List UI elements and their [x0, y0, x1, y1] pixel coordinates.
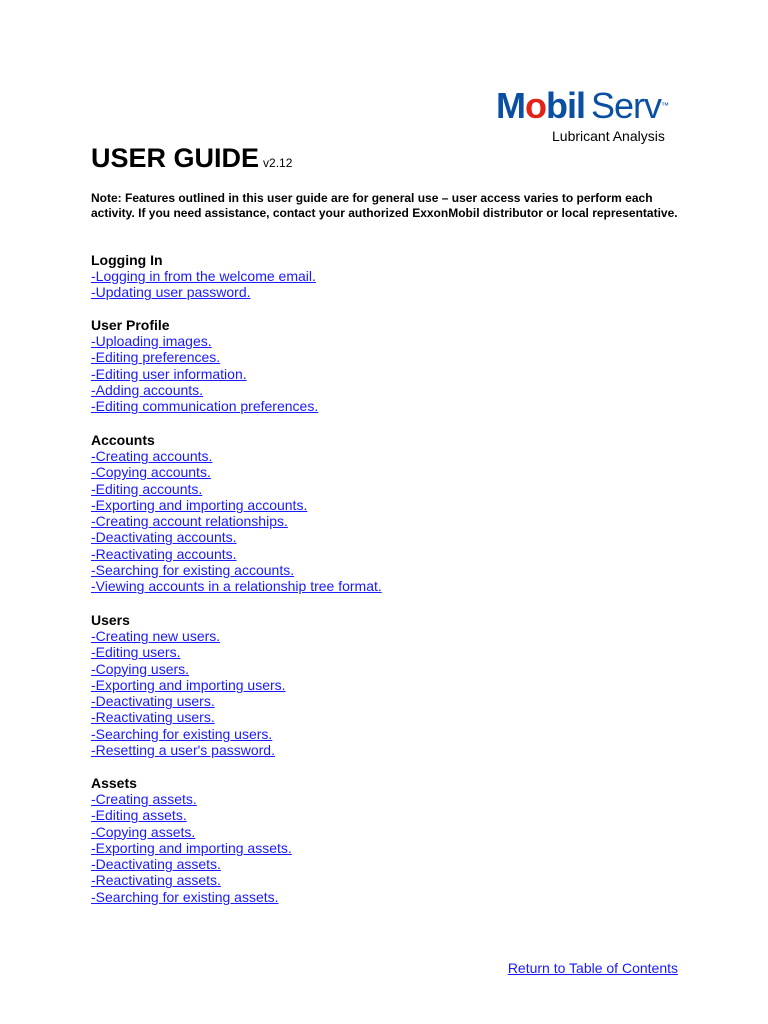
mobil-serv-logo — [496, 86, 686, 148]
toc-link[interactable]: -Searching for existing assets. — [91, 888, 279, 905]
list-item — [91, 349, 318, 365]
toc-link[interactable]: -Creating new users. — [91, 628, 221, 644]
toc-link[interactable]: -Copying accounts. — [91, 464, 211, 481]
toc-link[interactable]: -Editing communication preferences. — [91, 398, 319, 415]
toc-link[interactable]: -Deactivating assets. — [91, 856, 221, 873]
toc-link[interactable]: -Creating assets. — [91, 791, 197, 807]
return-to-toc-link[interactable]: Return to Table of Contents — [507, 960, 678, 976]
section-heading: Accounts — [91, 432, 155, 448]
toc-link[interactable]: -Copying users. — [91, 660, 190, 677]
toc-link[interactable]: -Reactivating users. — [91, 709, 215, 726]
toc-link[interactable]: -Deactivating accounts. — [91, 529, 237, 546]
list-item — [91, 840, 292, 856]
section-assets — [91, 775, 292, 905]
section-accounts — [91, 432, 382, 595]
toc-link[interactable]: -Exporting and importing assets. — [91, 839, 292, 856]
section-heading: Users — [91, 612, 130, 628]
toc-link[interactable]: -Editing preferences. — [91, 349, 221, 366]
list-item — [91, 791, 292, 807]
list-item — [91, 807, 292, 823]
section-heading: User Profile — [91, 317, 170, 333]
list-item — [91, 677, 286, 693]
list-item — [91, 709, 286, 725]
list-item — [91, 742, 286, 758]
page-title — [91, 143, 292, 174]
title-text: USER GUIDE — [91, 143, 260, 173]
list-item — [91, 578, 382, 594]
logo-mobil-rest: bil — [546, 85, 585, 126]
section-logging-in — [91, 252, 316, 301]
logo-serv: Serv — [591, 85, 662, 126]
logo-wordmark — [496, 86, 668, 126]
toc-link[interactable]: -Reactivating accounts. — [91, 545, 237, 562]
section-user-profile — [91, 317, 318, 414]
toc-link[interactable]: -Creating accounts. — [91, 448, 213, 464]
list-item — [91, 693, 286, 709]
toc-link[interactable]: -Deactivating users. — [91, 693, 215, 710]
toc-link[interactable]: -Copying assets. — [91, 823, 196, 840]
list-item — [91, 284, 316, 300]
section-users — [91, 612, 286, 758]
toc-link[interactable]: -Updating user password. — [91, 284, 251, 301]
list-item — [91, 644, 286, 660]
footer-nav — [508, 960, 678, 976]
section-heading: Assets — [91, 775, 137, 791]
list-item — [91, 382, 318, 398]
list-item — [91, 398, 318, 414]
list-item — [91, 448, 382, 464]
list-item — [91, 872, 292, 888]
list-item — [91, 726, 286, 742]
version-label: v2.12 — [263, 156, 293, 170]
toc-link[interactable]: -Viewing accounts in a relationship tree format. — [91, 578, 382, 595]
logo-mobil-o: o — [525, 85, 546, 126]
list-item — [91, 268, 316, 284]
toc-link[interactable]: -Creating account relationships. — [91, 513, 288, 530]
logo-mobil-m: M — [496, 85, 525, 126]
section-heading: Logging In — [91, 252, 163, 268]
usage-note: Note: Features outlined in this user guide are for general use – user access varies to perform each activity. If you need assistance, contact your authorized ExxonMobil distributor or local representative. — [91, 191, 678, 220]
list-item — [91, 513, 382, 529]
list-item — [91, 529, 382, 545]
toc-link[interactable]: -Editing accounts. — [91, 480, 203, 497]
toc-link[interactable]: -Exporting and importing users. — [91, 676, 286, 693]
toc-link[interactable]: -Logging in from the welcome email. — [91, 268, 316, 284]
list-item — [91, 856, 292, 872]
toc-link[interactable]: -Uploading images. — [91, 333, 212, 349]
logo-trademark: ™ — [661, 101, 669, 110]
list-item — [91, 481, 382, 497]
toc-link[interactable]: -Adding accounts. — [91, 381, 204, 398]
list-item — [91, 497, 382, 513]
list-item — [91, 464, 382, 480]
toc-link[interactable]: -Resetting a user's password. — [91, 742, 275, 759]
toc-link[interactable]: -Editing user information. — [91, 365, 247, 382]
toc-link[interactable]: -Exporting and importing accounts. — [91, 496, 308, 513]
list-item — [91, 333, 318, 349]
toc-link[interactable]: -Searching for existing accounts. — [91, 562, 295, 579]
list-item — [91, 824, 292, 840]
list-item — [91, 889, 292, 905]
logo-subtitle: Lubricant Analysis — [552, 128, 665, 144]
toc-link[interactable]: -Editing assets. — [91, 807, 187, 824]
list-item — [91, 628, 286, 644]
toc-link[interactable]: -Searching for existing users. — [91, 725, 273, 742]
list-item — [91, 661, 286, 677]
list-item — [91, 546, 382, 562]
list-item — [91, 562, 382, 578]
toc-link[interactable]: -Reactivating assets. — [91, 872, 221, 889]
list-item — [91, 366, 318, 382]
toc-link[interactable]: -Editing users. — [91, 644, 181, 661]
